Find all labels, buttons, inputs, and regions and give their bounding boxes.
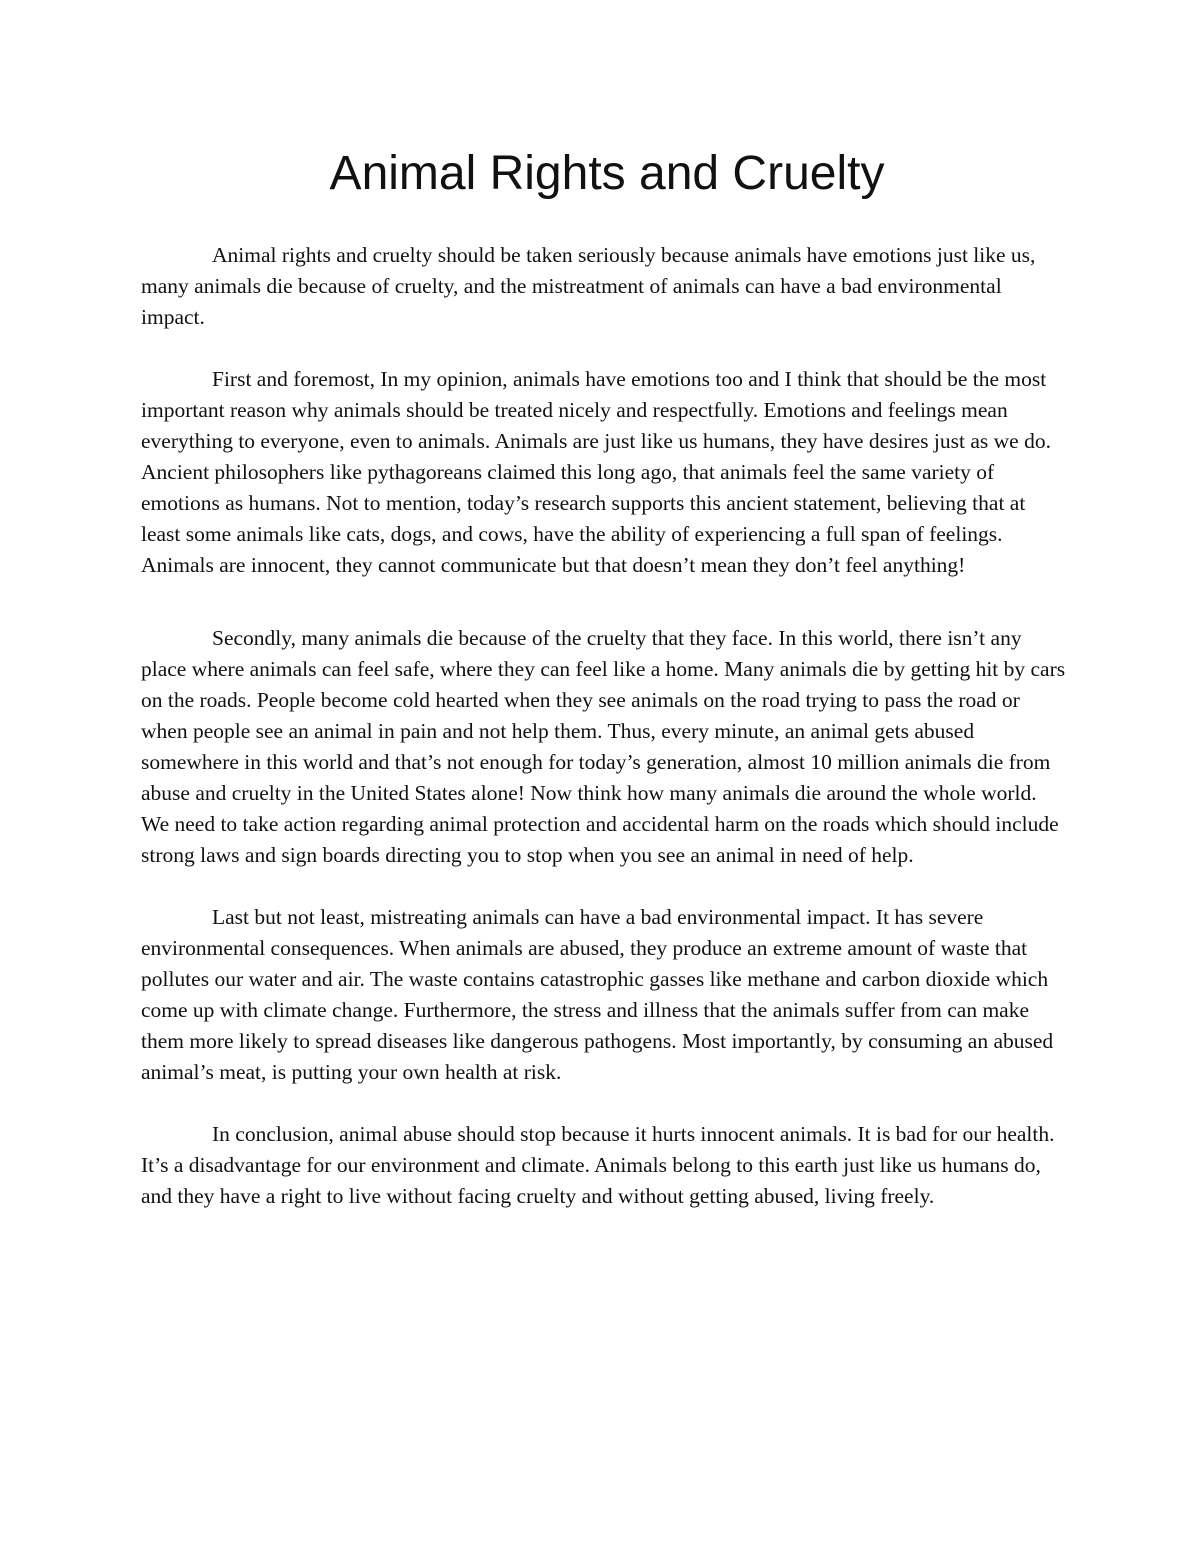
paragraph-intro: Animal rights and cruelty should be taken seriously because animals have emotions just like us, many animals die because of cruelty, and the mistreatment of animals can have a bad environmental impact. (141, 243, 1036, 329)
paragraph-emotions: First and foremost, In my opinion, animals have emotions too and I think that should be the most important reason why animals should be treated nicely and respectfully. Emotions and feelings mean everything to everyone, even to animals. Animals are just like us humans, they have desires just as we do. Ancient philosophers like pythagoreans claimed this long ago, that animals feel the same variety of emotions as humans. Not to mention, today’s research supports this ancient statement, believing that at least some animals like cats, dogs, and cows, have the ability of experiencing a full span of feelings. Animals are innocent, they cannot communicate but that doesn’t mean they don’t feel anything! (141, 367, 1051, 577)
paragraph-conclusion: In conclusion, animal abuse should stop because it hurts innocent animals. It is bad for our health. It’s a disadvantage for our environment and climate. Animals belong to this earth just like us humans do, and they have a right to live without facing cruelty and without getting abused, living freely. (141, 1122, 1055, 1208)
document-title: Animal Rights and Cruelty (329, 147, 885, 200)
paragraph-environment: Last but not least, mistreating animals can have a bad environmental impact. It has severe environmental consequences. When animals are abused, they produce an extreme amount of waste that pollutes our water and air. The waste contains catastrophic gasses like methane and carbon dioxide which come up with climate change. Furthermore, the stress and illness that the animals suffer from can make them more likely to spread diseases like dangerous pathogens. Most importantly, by consuming an abused animal’s meat, is putting your own health at risk. (141, 905, 1054, 1084)
paragraph-deaths: Secondly, many animals die because of the cruelty that they face. In this world, there isn’t any place where animals can feel safe, where they can feel like a home. Many animals die by getting hit by cars on the roads. People become cold hearted when they see animals on the road trying to pass the road or when people see an animal in pain and not help them. Thus, every minute, an animal gets abused somewhere in this world and that’s not enough for today’s generation, almost 10 million animals die from abuse and cruelty in the United States alone! Now think how many animals die around the whole world. We need to take action regarding animal protection and accidental harm on the roads which should include strong laws and sign boards directing you to stop when you see an animal in need of help. (141, 626, 1066, 867)
document-body (141, 240, 1066, 1212)
